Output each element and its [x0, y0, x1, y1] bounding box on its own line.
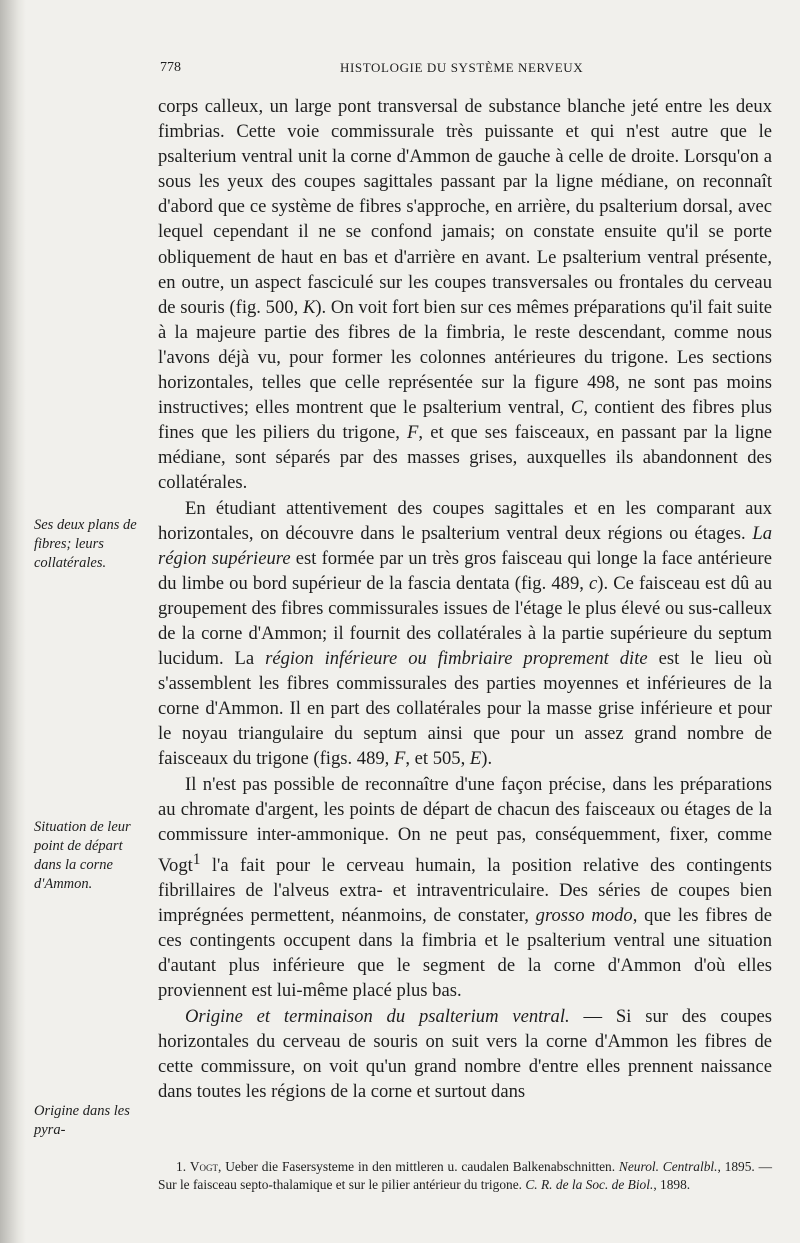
text-run: ). Ce faisceau est dû au groupement des fibres commissurales issues de l'étage le plus élevé ou sus-calleux de la corne d'Ammon; il fournit des collatérales à la partie supérieure du septum lucidum. La [158, 572, 773, 670]
text-run: F [407, 422, 419, 444]
text-run: C. R. de la Soc. de Biol. [525, 1177, 654, 1192]
text-run: 1. [176, 1159, 190, 1174]
text-run: — Si sur des coupes horizontales du cerveau de souris on suit vers la corne d'Ammon les fibres de cette commissure, on voit qu'un grand nombre d'entre elles prennent naissance dans toutes les régions de la corne et surtout dans [158, 1005, 772, 1102]
text-run: F [393, 748, 406, 770]
margin-note: Situation de leur point de départ dans la corne d'Ammon. [34, 819, 131, 892]
text-run: , et 505, [405, 748, 470, 770]
text-run: E [469, 748, 482, 770]
text-run: Origine et terminaison du psalterium ventral. [185, 1005, 570, 1027]
paragraph [158, 94, 772, 496]
paragraph [158, 1004, 772, 1104]
text-run: Il n'est pas possible de reconnaître d'une façon précise, dans les préparations au chromate d'argent, les points de départ de chacun des faisceaux ou étages de la commissure inter-ammonique. On ne peut pas, conséquemment, fixer, comme Vogt [158, 773, 772, 876]
text-run: ). [481, 748, 493, 770]
text-run: , et que ses faisceaux, en passant par la ligne médiane, sont séparés par des masses grises, auxquelles ils abandonnent des collatérales. [158, 422, 772, 494]
page-gutter-shadow [0, 0, 26, 1243]
text-run: , 1895. — Sur le faisceau septo-thalamique et sur le pilier antérieur du trigone. [158, 1159, 772, 1192]
paragraph [158, 496, 772, 772]
text-run: l'a fait pour le cerveau humain, la position relative des contingents fibrillaires de l'alveus extra- et intraventriculaire. Des séries de coupes bien imprégnées permettent, néanmoins, de constater, [158, 855, 772, 927]
margin-note: Origine dans les pyra- [34, 1103, 130, 1138]
footnote-ref: 1 [192, 850, 201, 868]
text-run: ). On voit fort bien sur ces mêmes préparations qu'il fait suite à la majeure partie des fibres de la fimbria, le reste descendant, comme nous l'avons déjà vu, pour former les colonnes antérieures du trigone. Les sections horizontales, telles que celle représentée sur la figure 498, ne sont pas moins instructives; elles montrent que le psalterium ventral, [158, 296, 772, 419]
text-run: K [302, 296, 316, 318]
text-run: Vogt [189, 1159, 219, 1174]
body-text [158, 94, 772, 1104]
footnote [158, 1158, 772, 1194]
text-run: Neurol. Centralbl. [618, 1159, 718, 1174]
page-number: 778 [160, 60, 181, 75]
text-run: En étudiant attentivement des coupes sagittales et en les comparant aux horizontales, on découvre dans le psalterium ventral deux régions ou étages. [158, 497, 772, 544]
text-run: corps calleux, un large pont transversal de substance blanche jeté entre les deux fimbrias. Cette voie commissurale très puissante et qui n'est autre que le psalterium ventral unit la corne d'Ammon de gauche à celle de droite. Lorsqu'on a sous les yeux des coupes sagittales passant par la ligne médiane, on reconnaît d'abord que ce système de fibres s'approche, en arrière, du psalterium dorsal, avec lequel cependant il ne se confond jamais; on constate ensuite qu'il se porte obliquement de haut en bas et d'arrière en avant. Le psalterium ventral présente, en outre, un aspect fasciculé sur les coupes transversales ou frontales du cerveau de souris (fig. 500, [158, 96, 772, 318]
text-run: région inférieure ou fimbriaire proprement dite [265, 648, 648, 670]
running-head: HISTOLOGIE DU SYSTÈME NERVEUX [340, 60, 584, 75]
text-run: est formée par un très gros faisceau qui longe la face antérieure du limbe ou bord supérieur de la fascia dentata (fig. 489, [158, 547, 773, 594]
page-header [0, 60, 800, 84]
paragraph [158, 772, 772, 1004]
text-run: grosso modo [535, 905, 633, 927]
text-run: C [570, 397, 584, 419]
text-run: , contient des fibres plus fines que les piliers du trigone, [158, 397, 772, 444]
margin-note: Ses deux plans de fibres; leurs collatérales. [34, 517, 137, 571]
text-run: c [589, 572, 598, 594]
text-run: , que les fibres de ces contingents occupent dans la fimbria et le psalterium ventral une situation d'autant plus inférieure que le segment de la corne d'Ammon d'où elles proviennent est lui-même placé plus bas. [158, 905, 772, 1002]
text-run: La région supérieure [158, 522, 772, 569]
text-run: , 1898. [653, 1177, 691, 1192]
text-run: , Ueber die Fasersysteme in den mittleren u. caudalen Balkenabschnitten. [218, 1159, 619, 1174]
footnotes [158, 1158, 772, 1194]
text-run: est le lieu où s'assemblent les fibres commissurales des parties moyennes et inférieures de la corne d'Ammon. Il en part des collatérales pour la masse grise inférieure et pour le noyau triangulaire du septum ainsi que pour un assez grand nombre de faisceaux du trigone (figs. 489, [158, 648, 772, 770]
